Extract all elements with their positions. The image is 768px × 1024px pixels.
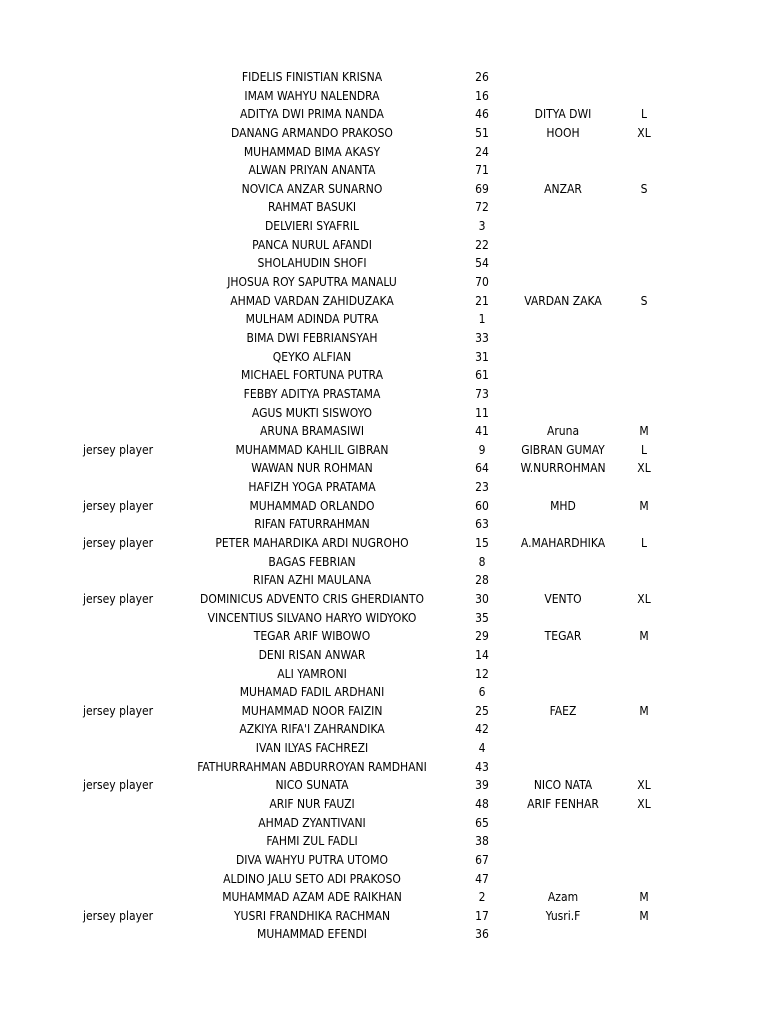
jersey-name-cell: ARIF FENHAR bbox=[527, 796, 599, 811]
jersey-number-cell: 65 bbox=[475, 815, 489, 830]
jersey-number-cell: 35 bbox=[475, 610, 489, 625]
table-row bbox=[0, 870, 768, 889]
player-name-cell: AHMAD ZYANTIVANI bbox=[258, 815, 366, 830]
player-name-cell: DENI RISAN ANWAR bbox=[258, 647, 366, 662]
jersey-number-cell: 42 bbox=[475, 722, 489, 737]
jersey-name-cell: A.MAHARDHIKA bbox=[520, 536, 606, 551]
player-name-cell: MULHAM ADINDA PUTRA bbox=[245, 312, 379, 327]
jersey-number-cell: 9 bbox=[478, 442, 486, 457]
player-name-cell: MUHAMMAD BIMA AKASY bbox=[243, 144, 381, 159]
table-row bbox=[0, 236, 768, 255]
table-row bbox=[0, 925, 768, 944]
jersey-number-cell: 23 bbox=[475, 480, 489, 495]
jersey-number-cell: 70 bbox=[475, 275, 489, 290]
player-name-cell: FEBBY ADITYA PRASTAMA bbox=[243, 386, 381, 401]
role-cell: jersey player bbox=[82, 703, 154, 718]
player-name-cell: ADITYA DWI PRIMA NANDA bbox=[240, 107, 384, 122]
jersey-number-cell: 30 bbox=[475, 591, 489, 606]
player-name-cell: DANANG ARMANDO PRAKOSO bbox=[231, 125, 393, 140]
player-name-cell: QEYKO ALFIAN bbox=[272, 349, 352, 364]
role-cell: jersey player bbox=[82, 908, 154, 923]
jersey-size-cell: S bbox=[640, 181, 648, 196]
player-name-cell: MUHAMMAD ORLANDO bbox=[249, 498, 375, 513]
jersey-number-cell: 6 bbox=[478, 685, 486, 700]
player-name-cell: NICO SUNATA bbox=[275, 778, 349, 793]
jersey-name-cell: VENTO bbox=[544, 591, 582, 606]
jersey-number-cell: 63 bbox=[475, 517, 489, 532]
jersey-number-cell: 1 bbox=[478, 312, 486, 327]
jersey-name-cell: FAEZ bbox=[549, 703, 577, 718]
jersey-name-cell: TEGAR bbox=[544, 629, 582, 644]
table-row bbox=[0, 832, 768, 851]
table-row bbox=[0, 720, 768, 739]
table-row bbox=[0, 478, 768, 497]
player-name-cell: IVAN ILYAS FACHREZI bbox=[255, 741, 369, 756]
table-row bbox=[0, 143, 768, 162]
player-name-cell: ALDINO JALU SETO ADI PRAKOSO bbox=[223, 871, 401, 886]
jersey-number-cell: 54 bbox=[475, 256, 489, 271]
jersey-number-cell: 29 bbox=[475, 629, 489, 644]
jersey-number-cell: 4 bbox=[478, 741, 486, 756]
jersey-name-cell: Yusri.F bbox=[545, 908, 581, 923]
player-name-cell: FIDELIS FINISTIAN KRISNA bbox=[241, 70, 383, 84]
player-name-cell: BAGAS FEBRIAN bbox=[268, 554, 356, 569]
jersey-number-cell: 26 bbox=[475, 70, 489, 84]
table-row bbox=[0, 217, 768, 236]
player-name-cell: ARIF NUR FAUZI bbox=[269, 796, 355, 811]
player-name-cell: DOMINICUS ADVENTO CRIS GHERDIANTO bbox=[200, 591, 424, 606]
role-cell: jersey player bbox=[82, 778, 154, 793]
table-row bbox=[0, 907, 768, 926]
jersey-size-cell: XL bbox=[637, 778, 651, 793]
role-cell: jersey player bbox=[82, 442, 154, 457]
table-row bbox=[0, 329, 768, 348]
jersey-size-cell: S bbox=[640, 293, 648, 308]
player-name-cell: JHOSUA ROY SAPUTRA MANALU bbox=[227, 275, 397, 290]
table-row bbox=[0, 105, 768, 124]
table-row bbox=[0, 348, 768, 367]
table-row bbox=[0, 198, 768, 217]
table-row bbox=[0, 739, 768, 758]
table-row bbox=[0, 776, 768, 795]
jersey-size-cell: M bbox=[639, 703, 649, 718]
player-name-cell: DIVA WAHYU PUTRA UTOMO bbox=[235, 852, 388, 867]
jersey-name-cell: W.NURROHMAN bbox=[520, 461, 606, 476]
jersey-number-cell: 46 bbox=[475, 107, 489, 122]
table-row bbox=[0, 571, 768, 590]
jersey-number-cell: 11 bbox=[475, 405, 489, 420]
table-row bbox=[0, 851, 768, 870]
jersey-number-cell: 72 bbox=[475, 200, 489, 215]
jersey-name-cell: DITYA DWI bbox=[534, 107, 592, 122]
jersey-number-cell: 73 bbox=[475, 386, 489, 401]
table-row bbox=[0, 459, 768, 478]
jersey-number-cell: 71 bbox=[475, 163, 489, 178]
player-name-cell: NOVICA ANZAR SUNARNO bbox=[241, 181, 383, 196]
jersey-size-cell: M bbox=[639, 908, 649, 923]
jersey-number-cell: 39 bbox=[475, 778, 489, 793]
table-row bbox=[0, 814, 768, 833]
jersey-name-cell: Azam bbox=[547, 890, 579, 905]
jersey-name-cell: Aruna bbox=[546, 424, 580, 439]
jersey-name-cell: VARDAN ZAKA bbox=[524, 293, 602, 308]
player-name-cell: FATHURRAHMAN ABDURROYAN RAMDHANI bbox=[197, 759, 427, 774]
role-cell: jersey player bbox=[82, 498, 154, 513]
jersey-number-cell: 60 bbox=[475, 498, 489, 513]
table-row bbox=[0, 515, 768, 534]
player-name-cell: YUSRI FRANDHIKA RACHMAN bbox=[233, 908, 391, 923]
jersey-number-cell: 15 bbox=[475, 536, 489, 551]
jersey-number-cell: 17 bbox=[475, 908, 489, 923]
jersey-name-cell: HOOH bbox=[546, 125, 580, 140]
table-row bbox=[0, 590, 768, 609]
table-row bbox=[0, 422, 768, 441]
table-row bbox=[0, 161, 768, 180]
player-name-cell: AHMAD VARDAN ZAHIDUZAKA bbox=[230, 293, 394, 308]
role-cell: jersey player bbox=[82, 591, 154, 606]
jersey-number-cell: 67 bbox=[475, 852, 489, 867]
player-name-cell: ALWAN PRIYAN ANANTA bbox=[248, 163, 376, 178]
jersey-name-cell: NICO NATA bbox=[533, 778, 593, 793]
jersey-number-cell: 47 bbox=[475, 871, 489, 886]
player-name-cell: SHOLAHUDIN SHOFI bbox=[257, 256, 367, 271]
table-row bbox=[0, 665, 768, 684]
table-row bbox=[0, 87, 768, 106]
player-name-cell: HAFIZH YOGA PRATAMA bbox=[248, 480, 376, 495]
player-name-cell: MUHAMMAD KAHLIL GIBRAN bbox=[235, 442, 389, 457]
jersey-number-cell: 61 bbox=[475, 368, 489, 383]
jersey-size-cell: M bbox=[639, 629, 649, 644]
jersey-number-cell: 51 bbox=[475, 125, 489, 140]
jersey-number-cell: 38 bbox=[475, 834, 489, 849]
table-row bbox=[0, 273, 768, 292]
table-row bbox=[0, 366, 768, 385]
jersey-size-cell: XL bbox=[637, 591, 651, 606]
table-row bbox=[0, 441, 768, 460]
table-row bbox=[0, 683, 768, 702]
table-row bbox=[0, 497, 768, 516]
player-name-cell: VINCENTIUS SILVANO HARYO WIDYOKO bbox=[207, 610, 417, 625]
jersey-size-cell: L bbox=[640, 536, 647, 551]
table-row bbox=[0, 888, 768, 907]
jersey-number-cell: 41 bbox=[475, 424, 489, 439]
jersey-name-cell: ANZAR bbox=[544, 181, 582, 196]
table-row bbox=[0, 292, 768, 311]
table-row bbox=[0, 553, 768, 572]
jersey-number-cell: 2 bbox=[478, 890, 486, 905]
table-row bbox=[0, 534, 768, 553]
table-row bbox=[0, 404, 768, 423]
jersey-number-cell: 33 bbox=[475, 330, 489, 345]
player-name-cell: ARUNA BRAMASIWI bbox=[259, 424, 365, 439]
jersey-name-cell: MHD bbox=[550, 498, 576, 513]
player-name-cell: AGUS MUKTI SISWOYO bbox=[251, 405, 373, 420]
player-name-cell: MUHAMAD FADIL ARDHANI bbox=[239, 685, 385, 700]
jersey-number-cell: 22 bbox=[475, 237, 489, 252]
jersey-size-cell: M bbox=[639, 424, 649, 439]
jersey-number-cell: 21 bbox=[475, 293, 489, 308]
jersey-name-cell: GIBRAN GUMAY bbox=[521, 442, 605, 457]
jersey-size-cell: L bbox=[640, 442, 647, 457]
jersey-number-cell: 25 bbox=[475, 703, 489, 718]
jersey-size-cell: L bbox=[640, 107, 647, 122]
jersey-number-cell: 12 bbox=[475, 666, 489, 681]
table-row bbox=[0, 310, 768, 329]
player-name-cell: MUHAMMAD EFENDI bbox=[257, 927, 367, 942]
player-name-cell: MUHAMMAD NOOR FAIZIN bbox=[241, 703, 383, 718]
player-name-cell: PETER MAHARDIKA ARDI NUGROHO bbox=[215, 536, 409, 551]
player-name-cell: BIMA DWI FEBRIANSYAH bbox=[246, 330, 378, 345]
jersey-number-cell: 69 bbox=[475, 181, 489, 196]
table-row bbox=[0, 254, 768, 273]
player-name-cell: FAHMI ZUL FADLI bbox=[266, 834, 358, 849]
jersey-number-cell: 43 bbox=[475, 759, 489, 774]
jersey-number-cell: 16 bbox=[475, 88, 489, 103]
player-name-cell: ALI YAMRONI bbox=[277, 666, 347, 681]
player-name-cell: RIFAN AZHI MAULANA bbox=[253, 573, 371, 588]
jersey-size-cell: M bbox=[639, 498, 649, 513]
table-row bbox=[0, 68, 768, 87]
player-name-cell: RAHMAT BASUKI bbox=[267, 200, 357, 215]
player-name-cell: MICHAEL FORTUNA PUTRA bbox=[241, 368, 383, 383]
player-name-cell: RIFAN FATURRAHMAN bbox=[254, 517, 370, 532]
player-name-cell: PANCA NURUL AFANDI bbox=[252, 237, 372, 252]
role-cell: jersey player bbox=[82, 536, 154, 551]
player-name-cell: DELVIERI SYAFRIL bbox=[264, 219, 360, 234]
jersey-number-cell: 64 bbox=[475, 461, 489, 476]
jersey-number-cell: 28 bbox=[475, 573, 489, 588]
table-row bbox=[0, 758, 768, 777]
player-name-cell: AZKIYA RIFA'I ZAHRANDIKA bbox=[239, 722, 385, 737]
table-row bbox=[0, 124, 768, 143]
player-name-cell: MUHAMMAD AZAM ADE RAIKHAN bbox=[222, 890, 402, 905]
table-row bbox=[0, 180, 768, 199]
jersey-size-cell: M bbox=[639, 890, 649, 905]
player-name-cell: IMAM WAHYU NALENDRA bbox=[244, 88, 380, 103]
player-name-cell: WAWAN NUR ROHMAN bbox=[251, 461, 373, 476]
jersey-number-cell: 31 bbox=[475, 349, 489, 364]
table-row bbox=[0, 627, 768, 646]
roster-table bbox=[0, 68, 768, 944]
table-row bbox=[0, 646, 768, 665]
jersey-number-cell: 36 bbox=[475, 927, 489, 942]
jersey-number-cell: 24 bbox=[475, 144, 489, 159]
jersey-number-cell: 3 bbox=[478, 219, 486, 234]
table-row bbox=[0, 385, 768, 404]
player-name-cell: TEGAR ARIF WIBOWO bbox=[253, 629, 371, 644]
jersey-number-cell: 14 bbox=[475, 647, 489, 662]
jersey-number-cell: 48 bbox=[475, 796, 489, 811]
jersey-number-cell: 8 bbox=[478, 554, 486, 569]
jersey-size-cell: XL bbox=[637, 796, 651, 811]
table-row bbox=[0, 702, 768, 721]
jersey-size-cell: XL bbox=[637, 461, 651, 476]
jersey-size-cell: XL bbox=[637, 125, 651, 140]
table-row bbox=[0, 795, 768, 814]
table-row bbox=[0, 609, 768, 628]
